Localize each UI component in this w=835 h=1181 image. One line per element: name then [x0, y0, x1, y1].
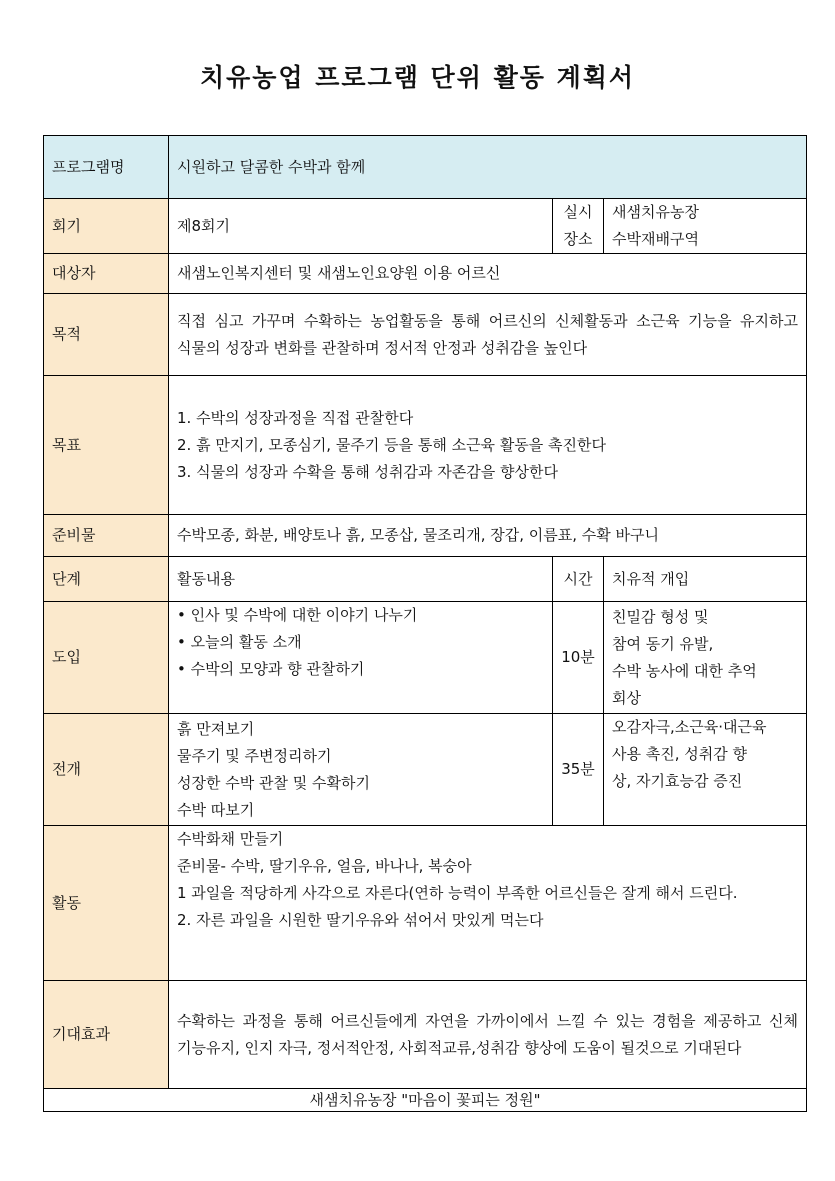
intro-content	[169, 602, 553, 714]
therapy-line: 참여 동기 유발,	[612, 634, 714, 653]
materials-label: 준비물	[44, 515, 169, 557]
session-row	[44, 199, 807, 254]
place-line-1: 새샘치유농장	[612, 203, 699, 221]
therapy-line: 사용 촉진, 성취감 향	[612, 745, 747, 763]
goal-item: 2. 흙 만지기, 모종심기, 물주기 등을 통해 소근육 활동을 촉진한다	[177, 435, 607, 454]
develop-content	[169, 714, 553, 826]
place-label-1: 실시	[563, 203, 593, 221]
activity-content	[169, 826, 807, 981]
goal-item: 1. 수박의 성장과정을 직접 관찰한다	[177, 408, 414, 427]
develop-time: 35분	[553, 714, 604, 826]
target-row	[44, 254, 807, 294]
therapy-line: 수박 농사에 대한 추억	[612, 661, 757, 680]
therapy-line: 오감자극,소근육·대근육	[612, 718, 767, 736]
place-line-2: 수박재배구역	[612, 230, 699, 248]
activity-item: 1 과일을 적당하게 사각으로 자른다(연하 능력이 부족한 어르신들은 잘게 해서 드린다.	[177, 884, 738, 902]
develop-item: 흙 만져보기	[177, 719, 255, 738]
activity-item: 준비물- 수박, 딸기우유, 얼음, 바나나, 복숭아	[177, 857, 472, 875]
purpose-row	[44, 294, 807, 376]
purpose-value: 직접 심고 가꾸며 수확하는 농업활동을 통해 어르신의 신체활동과 소근육 기능을 유지하고 식물의 성장과 변화를 관찰하며 정서적 안정과 성취감을 높인다	[169, 294, 807, 376]
intro-time: 10분	[553, 602, 604, 714]
intro-item: • 수박의 모양과 향 관찰하기	[177, 660, 365, 678]
effect-value: 수확하는 과정을 통해 어르신들에게 자연을 가까이에서 느낄 수 있는 경험을 제공하고 신체 기능유지, 인지 자극, 정서적안정, 사회적교류,성취감 향상에 도움이 될것으로 기대된다	[169, 981, 807, 1089]
materials-row	[44, 515, 807, 557]
target-label: 대상자	[44, 254, 169, 294]
columns-row	[44, 557, 807, 602]
purpose-label: 목적	[44, 294, 169, 376]
activity-row	[44, 826, 807, 981]
program-label: 프로그램명	[44, 136, 169, 199]
develop-item: 성장한 수박 관찰 및 수확하기	[177, 773, 370, 792]
place-value	[604, 199, 807, 254]
goals-row	[44, 376, 807, 515]
therapy-line: 회상	[612, 688, 641, 707]
session-value: 제8회기	[169, 199, 553, 254]
activity-item: 2. 자른 과일을 시원한 딸기우유와 섞어서 맛있게 먹는다	[177, 911, 544, 929]
place-label-2: 장소	[563, 230, 593, 248]
footer-row	[44, 1089, 807, 1112]
therapy-line: 상, 자기효능감 증진	[612, 772, 743, 790]
develop-therapy	[604, 714, 807, 826]
place-label	[553, 199, 604, 254]
intro-therapy	[604, 602, 807, 714]
intro-item: • 오늘의 활동 소개	[177, 633, 302, 651]
goals-list	[169, 376, 807, 515]
effect-label: 기대효과	[44, 981, 169, 1089]
develop-item: 수박 따보기	[177, 800, 255, 819]
footer-slogan: 새샘치유농장 "마음이 꽃피는 정원"	[44, 1089, 807, 1112]
program-row	[44, 136, 807, 199]
intro-item: • 인사 및 수박에 대한 이야기 나누기	[177, 606, 418, 624]
intro-row	[44, 602, 807, 714]
activity-item: 수박화채 만들기	[177, 830, 284, 848]
materials-value: 수박모종, 화분, 배양토나 흙, 모종삽, 물조리개, 장갑, 이름표, 수확 바구니	[169, 515, 807, 557]
effect-row	[44, 981, 807, 1089]
program-name: 시원하고 달콤한 수박과 함께	[169, 136, 807, 199]
column-stage: 단계	[44, 557, 169, 602]
intro-label: 도입	[44, 602, 169, 714]
develop-row	[44, 714, 807, 826]
goal-item: 3. 식물의 성장과 수확을 통해 성취감과 자존감을 향상한다	[177, 462, 558, 481]
activity-label: 활동	[44, 826, 169, 981]
column-time: 시간	[553, 557, 604, 602]
therapy-line: 친밀감 형성 및	[612, 607, 709, 626]
page-title: 치유농업 프로그램 단위 활동 계획서	[199, 63, 636, 92]
activity-plan-table	[43, 135, 807, 1112]
goals-label: 목표	[44, 376, 169, 515]
target-value: 새샘노인복지센터 및 새샘노인요양원 이용 어르신	[169, 254, 807, 294]
session-label: 회기	[44, 199, 169, 254]
column-therapy: 치유적 개입	[604, 557, 807, 602]
develop-item: 물주기 및 주변정리하기	[177, 746, 332, 765]
develop-label: 전개	[44, 714, 169, 826]
column-content: 활동내용	[169, 557, 553, 602]
